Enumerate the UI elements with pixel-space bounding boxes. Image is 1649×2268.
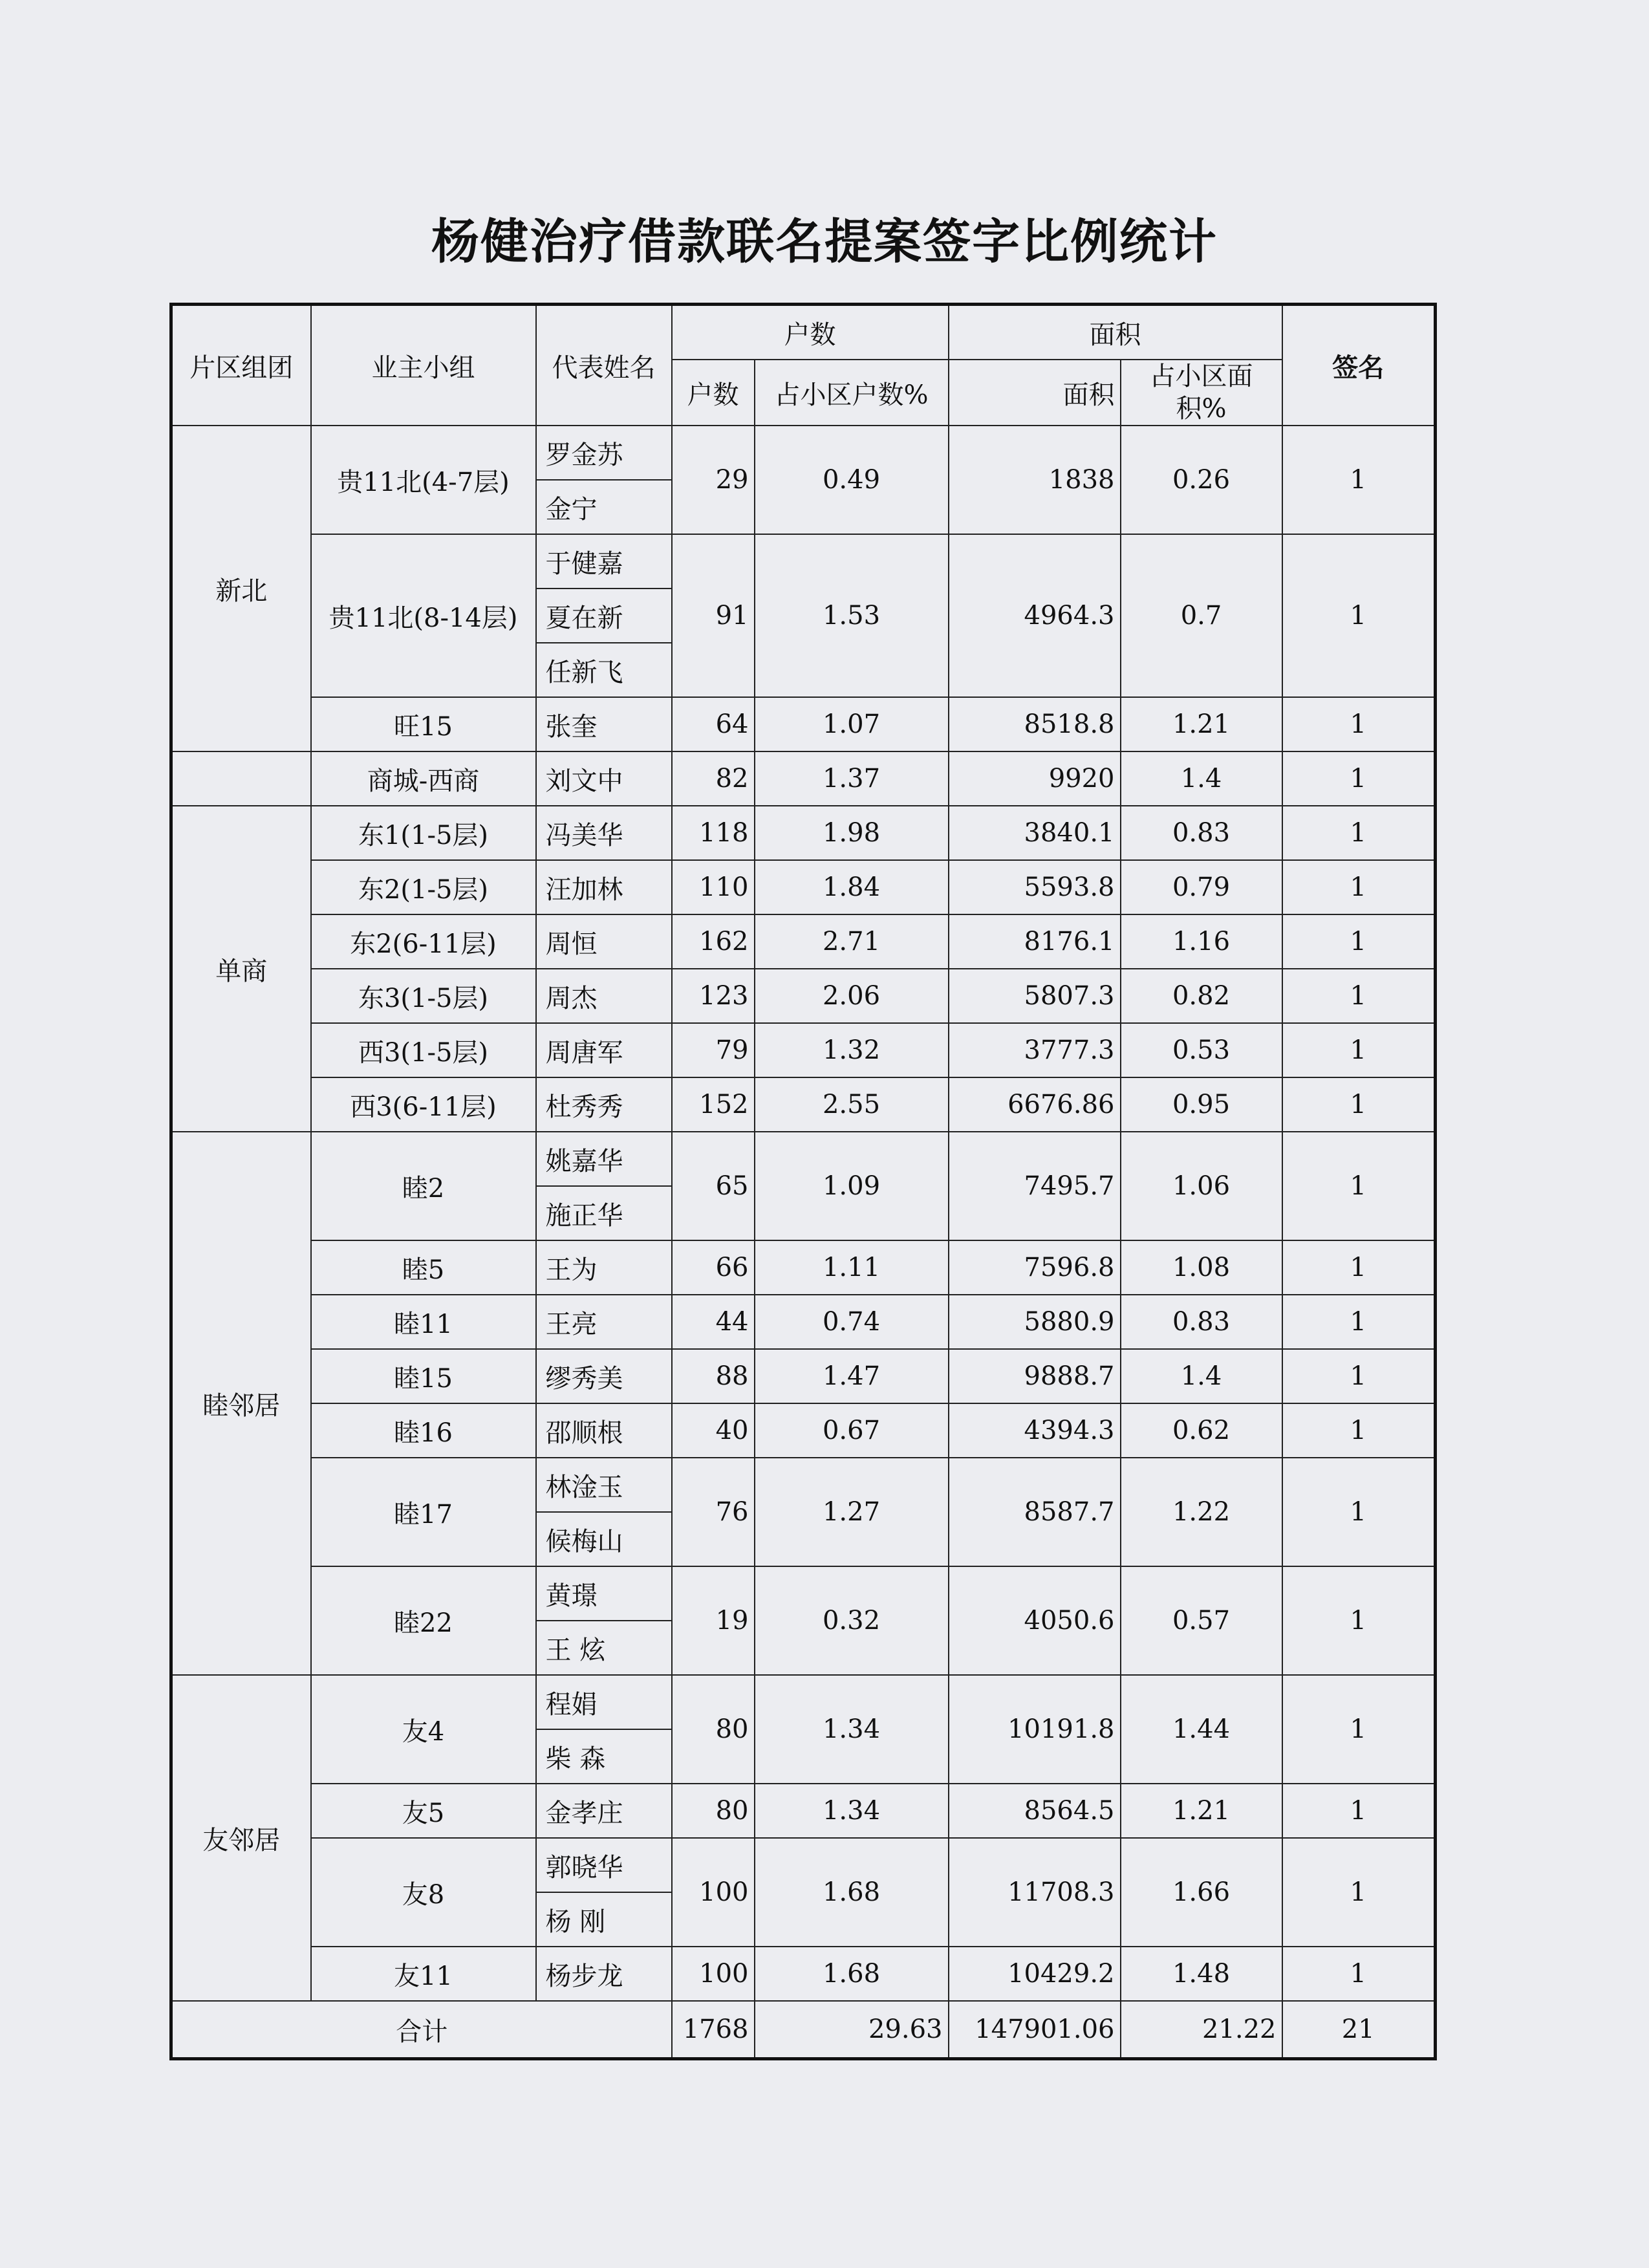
area-cell: 3840.1	[949, 806, 1121, 860]
group-cell: 东1(1-5层)	[311, 806, 536, 860]
group-cell: 睦15	[311, 1349, 536, 1403]
group-cell: 贵11北(4-7层)	[311, 426, 536, 534]
households-cell: 29	[672, 426, 755, 534]
header-zone: 片区组团	[171, 305, 311, 426]
table-row	[171, 1132, 1436, 1186]
table-row	[171, 1566, 1436, 1621]
sign-cell: 1	[1282, 1947, 1436, 2001]
rep-cell: 王亮	[536, 1295, 672, 1349]
area-cell: 4964.3	[949, 534, 1121, 697]
group-cell: 友4	[311, 1675, 536, 1784]
households-pct-cell: 1.84	[755, 860, 949, 914]
rep-cell: 施正华	[536, 1186, 672, 1240]
households-cell: 100	[672, 1947, 755, 2001]
area-pct-cell: 1.21	[1121, 697, 1282, 751]
rep-cell: 王为	[536, 1240, 672, 1295]
group-cell: 商城-西商	[311, 751, 536, 806]
total-area: 147901.06	[949, 2001, 1121, 2059]
sign-cell: 1	[1282, 1132, 1436, 1240]
area-pct-cell: 0.53	[1121, 1023, 1282, 1077]
area-cell: 8176.1	[949, 914, 1121, 969]
households-cell: 64	[672, 697, 755, 751]
header-households: 户数	[672, 305, 949, 360]
area-pct-cell: 0.7	[1121, 534, 1282, 697]
total-sign: 21	[1282, 2001, 1436, 2059]
area-cell: 9920	[949, 751, 1121, 806]
households-pct-cell: 2.71	[755, 914, 949, 969]
rep-cell: 王 炫	[536, 1621, 672, 1675]
households-cell: 80	[672, 1784, 755, 1838]
group-cell: 旺15	[311, 697, 536, 751]
header-area: 面积	[949, 305, 1282, 360]
header-group: 业主小组	[311, 305, 536, 426]
area-pct-cell: 0.95	[1121, 1077, 1282, 1132]
table-row	[171, 1240, 1436, 1295]
rep-cell: 夏在新	[536, 589, 672, 643]
rep-cell: 张奎	[536, 697, 672, 751]
header-area-pct: 占小区面积%	[1121, 360, 1282, 426]
households-pct-cell: 1.53	[755, 534, 949, 697]
sign-cell: 1	[1282, 1458, 1436, 1566]
area-cell: 5880.9	[949, 1295, 1121, 1349]
area-pct-cell: 1.06	[1121, 1132, 1282, 1240]
households-pct-cell: 1.27	[755, 1458, 949, 1566]
group-cell: 友8	[311, 1838, 536, 1947]
total-label: 合计	[171, 2001, 672, 2059]
table-row	[171, 1838, 1436, 1892]
sign-cell: 1	[1282, 1240, 1436, 1295]
table-row	[171, 1349, 1436, 1403]
header-households-count: 户数	[672, 360, 755, 426]
households-pct-cell: 1.47	[755, 1349, 949, 1403]
households-pct-cell: 1.34	[755, 1675, 949, 1784]
sign-cell: 1	[1282, 1403, 1436, 1458]
table-row	[171, 860, 1436, 914]
rep-cell: 金孝庄	[536, 1784, 672, 1838]
rep-cell: 罗金苏	[536, 426, 672, 480]
table-row	[171, 806, 1436, 860]
area-cell: 5807.3	[949, 969, 1121, 1023]
total-households-pct: 29.63	[755, 2001, 949, 2059]
rep-cell: 杨 刚	[536, 1892, 672, 1947]
rep-cell: 姚嘉华	[536, 1132, 672, 1186]
households-cell: 79	[672, 1023, 755, 1077]
group-cell: 睦17	[311, 1458, 536, 1566]
sign-cell: 1	[1282, 969, 1436, 1023]
households-cell: 44	[672, 1295, 755, 1349]
area-cell: 10191.8	[949, 1675, 1121, 1784]
households-cell: 82	[672, 751, 755, 806]
households-cell: 118	[672, 806, 755, 860]
area-cell: 5593.8	[949, 860, 1121, 914]
area-pct-cell: 1.4	[1121, 751, 1282, 806]
area-cell: 7596.8	[949, 1240, 1121, 1295]
area-pct-cell: 1.44	[1121, 1675, 1282, 1784]
group-cell: 东2(6-11层)	[311, 914, 536, 969]
rep-cell: 周恒	[536, 914, 672, 969]
households-pct-cell: 0.32	[755, 1566, 949, 1675]
area-pct-cell: 0.79	[1121, 860, 1282, 914]
area-cell: 8518.8	[949, 697, 1121, 751]
rep-cell: 杜秀秀	[536, 1077, 672, 1132]
sign-cell: 1	[1282, 1675, 1436, 1784]
households-cell: 100	[672, 1838, 755, 1947]
rep-cell: 周杰	[536, 969, 672, 1023]
document-title: 杨健治疗借款联名提案签字比例统计	[431, 214, 1218, 270]
table-row	[171, 1458, 1436, 1512]
table-row	[171, 534, 1436, 589]
sign-cell: 1	[1282, 860, 1436, 914]
header-area-value: 面积	[949, 360, 1121, 426]
households-cell: 91	[672, 534, 755, 697]
households-cell: 80	[672, 1675, 755, 1784]
sign-cell: 1	[1282, 1349, 1436, 1403]
sign-cell: 1	[1282, 1566, 1436, 1675]
table-row	[171, 1947, 1436, 2001]
table-row	[171, 426, 1436, 480]
households-cell: 88	[672, 1349, 755, 1403]
area-cell: 8564.5	[949, 1784, 1121, 1838]
total-households: 1768	[672, 2001, 755, 2059]
sign-cell: 1	[1282, 751, 1436, 806]
rep-cell: 周唐军	[536, 1023, 672, 1077]
area-cell: 11708.3	[949, 1838, 1121, 1947]
rep-cell: 冯美华	[536, 806, 672, 860]
rep-cell: 于健嘉	[536, 534, 672, 589]
rep-cell: 任新飞	[536, 643, 672, 697]
area-cell: 9888.7	[949, 1349, 1121, 1403]
table-row	[171, 914, 1436, 969]
sign-cell: 1	[1282, 697, 1436, 751]
households-pct-cell: 1.34	[755, 1784, 949, 1838]
households-pct-cell: 1.09	[755, 1132, 949, 1240]
area-pct-cell: 0.83	[1121, 806, 1282, 860]
area-cell: 3777.3	[949, 1023, 1121, 1077]
households-cell: 19	[672, 1566, 755, 1675]
sign-cell: 1	[1282, 1023, 1436, 1077]
households-pct-cell: 1.68	[755, 1947, 949, 2001]
table-row	[171, 1403, 1436, 1458]
total-row	[171, 2001, 1436, 2059]
area-pct-cell: 0.82	[1121, 969, 1282, 1023]
area-pct-cell: 0.26	[1121, 426, 1282, 534]
rep-cell: 邵顺根	[536, 1403, 672, 1458]
sign-cell: 1	[1282, 1077, 1436, 1132]
zone-cell: 睦邻居	[171, 1132, 311, 1675]
area-cell: 6676.86	[949, 1077, 1121, 1132]
group-cell: 睦5	[311, 1240, 536, 1295]
group-cell: 睦2	[311, 1132, 536, 1240]
sign-cell: 1	[1282, 426, 1436, 534]
group-cell: 友5	[311, 1784, 536, 1838]
area-cell: 7495.7	[949, 1132, 1121, 1240]
statistics-table	[169, 303, 1437, 2060]
households-pct-cell: 1.11	[755, 1240, 949, 1295]
households-pct-cell: 1.37	[755, 751, 949, 806]
households-cell: 123	[672, 969, 755, 1023]
zone-cell: 单商	[171, 806, 311, 1132]
header-households-pct: 占小区户数%	[755, 360, 949, 426]
households-pct-cell: 2.06	[755, 969, 949, 1023]
households-cell: 66	[672, 1240, 755, 1295]
group-cell: 友11	[311, 1947, 536, 2001]
rep-cell: 郭晓华	[536, 1838, 672, 1892]
group-cell: 东3(1-5层)	[311, 969, 536, 1023]
group-cell: 睦16	[311, 1403, 536, 1458]
area-pct-cell: 0.57	[1121, 1566, 1282, 1675]
area-cell: 4050.6	[949, 1566, 1121, 1675]
rep-cell: 金宁	[536, 480, 672, 534]
sign-cell: 1	[1282, 534, 1436, 697]
households-pct-cell: 0.67	[755, 1403, 949, 1458]
rep-cell: 刘文中	[536, 751, 672, 806]
zone-cell: 新北	[171, 426, 311, 751]
households-cell: 162	[672, 914, 755, 969]
households-cell: 110	[672, 860, 755, 914]
table-row	[171, 1023, 1436, 1077]
sign-cell: 1	[1282, 1838, 1436, 1947]
header-sign: 签名	[1282, 305, 1436, 426]
total-area-pct: 21.22	[1121, 2001, 1282, 2059]
group-cell: 睦22	[311, 1566, 536, 1675]
group-cell: 贵11北(8-14层)	[311, 534, 536, 697]
area-cell: 10429.2	[949, 1947, 1121, 2001]
table-row	[171, 1675, 1436, 1729]
households-pct-cell: 0.49	[755, 426, 949, 534]
rep-cell: 柴 森	[536, 1729, 672, 1784]
area-pct-cell: 1.16	[1121, 914, 1282, 969]
area-pct-cell: 1.21	[1121, 1784, 1282, 1838]
area-cell: 8587.7	[949, 1458, 1121, 1566]
zone-cell	[171, 751, 311, 806]
rep-cell: 黄璟	[536, 1566, 672, 1621]
area-cell: 1838	[949, 426, 1121, 534]
sign-cell: 1	[1282, 914, 1436, 969]
households-pct-cell: 2.55	[755, 1077, 949, 1132]
area-pct-cell: 1.4	[1121, 1349, 1282, 1403]
households-cell: 76	[672, 1458, 755, 1566]
rep-cell: 汪加林	[536, 860, 672, 914]
rep-cell: 候梅山	[536, 1512, 672, 1566]
table-row	[171, 1784, 1436, 1838]
group-cell: 西3(6-11层)	[311, 1077, 536, 1132]
households-pct-cell: 0.74	[755, 1295, 949, 1349]
households-pct-cell: 1.98	[755, 806, 949, 860]
table-row	[171, 697, 1436, 751]
sign-cell: 1	[1282, 1295, 1436, 1349]
rep-cell: 林淦玉	[536, 1458, 672, 1512]
rep-cell: 程娟	[536, 1675, 672, 1729]
households-pct-cell: 1.07	[755, 697, 949, 751]
area-pct-cell: 1.08	[1121, 1240, 1282, 1295]
table-row	[171, 1295, 1436, 1349]
group-cell: 睦11	[311, 1295, 536, 1349]
households-pct-cell: 1.32	[755, 1023, 949, 1077]
rep-cell: 缪秀美	[536, 1349, 672, 1403]
area-pct-cell: 0.62	[1121, 1403, 1282, 1458]
table-row	[171, 751, 1436, 806]
households-pct-cell: 1.68	[755, 1838, 949, 1947]
households-cell: 65	[672, 1132, 755, 1240]
group-cell: 东2(1-5层)	[311, 860, 536, 914]
table-body	[171, 426, 1436, 2001]
area-pct-cell: 1.22	[1121, 1458, 1282, 1566]
area-pct-cell: 1.48	[1121, 1947, 1282, 2001]
rep-cell: 杨步龙	[536, 1947, 672, 2001]
table-row	[171, 969, 1436, 1023]
area-pct-cell: 1.66	[1121, 1838, 1282, 1947]
sign-cell: 1	[1282, 1784, 1436, 1838]
table-row	[171, 1077, 1436, 1132]
group-cell: 西3(1-5层)	[311, 1023, 536, 1077]
area-pct-cell: 0.83	[1121, 1295, 1282, 1349]
households-cell: 40	[672, 1403, 755, 1458]
header-rep: 代表姓名	[536, 305, 672, 426]
area-cell: 4394.3	[949, 1403, 1121, 1458]
sign-cell: 1	[1282, 806, 1436, 860]
households-cell: 152	[672, 1077, 755, 1132]
zone-cell: 友邻居	[171, 1675, 311, 2001]
